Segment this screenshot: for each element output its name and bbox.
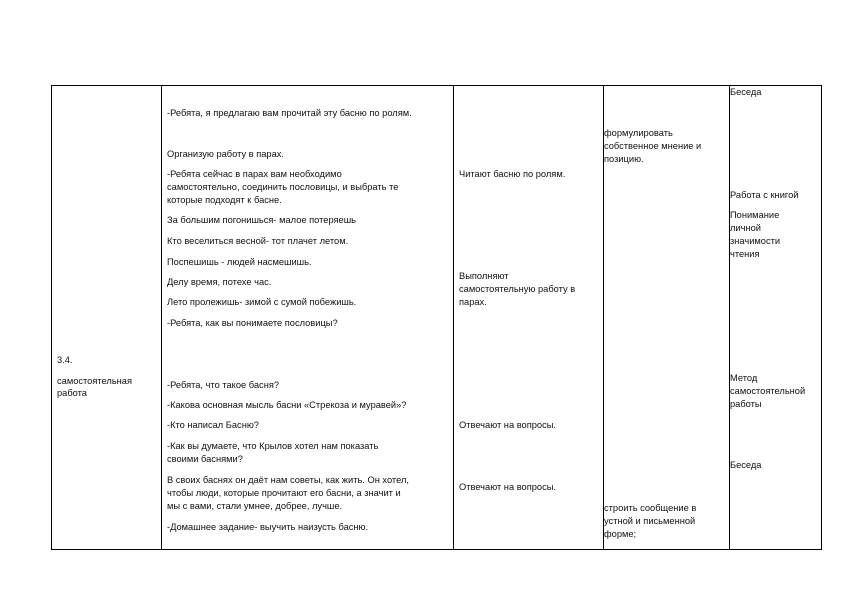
column-divider — [729, 86, 730, 549]
method-text: значимости — [730, 236, 781, 246]
stage-name: самостоятельная — [57, 376, 133, 386]
student-text: Выполняют — [459, 271, 509, 281]
teacher-text: которые подходят к басне. — [167, 195, 282, 205]
teacher-text: -Кто написал Басню? — [167, 420, 259, 430]
proverb: Делу время, потехе час. — [167, 277, 272, 287]
teacher-text: В своих баснях он даёт нам советы, как жить. Он хотел, — [167, 475, 409, 485]
column-divider — [453, 86, 454, 549]
skill-text: собственное мнение и — [604, 141, 702, 151]
student-text: Читают басню по ролям. — [459, 169, 566, 179]
stage-name: работа — [57, 388, 87, 398]
skill-text: форме; — [604, 529, 637, 539]
teacher-text: -Ребята, как вы понимаете пословицы? — [167, 318, 338, 328]
student-text: парах. — [459, 297, 487, 307]
method-text: Понимание — [730, 210, 780, 220]
student-text: Отвечают на вопросы. — [459, 482, 556, 492]
skill-text: строить сообщение в — [604, 503, 697, 513]
method-text: работы — [730, 399, 762, 409]
teacher-text: -Домашнее задание- выучить наизусть басню. — [167, 522, 369, 532]
teacher-text: -Ребята, что такое басня? — [167, 380, 280, 390]
method-text: самостоятельной — [730, 386, 806, 396]
teacher-text: мы с вами, стали умнее, добрее, лучше. — [167, 501, 343, 511]
student-text: Отвечают на вопросы. — [459, 420, 556, 430]
proverb: Лето пролежишь- зимой с сумой побежишь. — [167, 297, 357, 307]
method-text: личной — [730, 223, 761, 233]
teacher-text: самостоятельно, соединить пословицы, и выбрать те — [167, 182, 399, 192]
teacher-text: своими баснями? — [167, 454, 243, 464]
method-text: чтения — [730, 249, 760, 259]
teacher-text: -Как вы думаете, что Крылов хотел нам показать — [167, 441, 379, 451]
teacher-text: чтобы люди, которые прочитают его басни, а значит и — [167, 488, 401, 498]
teacher-text: -Ребята сейчас в парах вам необходимо — [167, 169, 342, 179]
column-divider — [161, 86, 162, 549]
skill-text: позицию. — [604, 154, 644, 164]
skill-text: устной и письменной — [604, 516, 696, 526]
method-text: Метод — [730, 373, 758, 383]
stage-number: 3.4. — [57, 355, 73, 365]
teacher-text: -Ребята, я предлагаю вам прочитай эту басню по ролям. — [167, 108, 412, 118]
teacher-text: -Какова основная мысль басни «Стрекоза и муравей»? — [167, 400, 407, 410]
proverb: Поспешишь - людей насмешишь. — [167, 257, 312, 267]
method-text: Беседа — [730, 87, 762, 97]
method-text: Работа с книгой — [730, 190, 799, 200]
proverb: Кто веселиться весной- тот плачет летом. — [167, 236, 349, 246]
student-text: самостоятельную работу в — [459, 284, 576, 294]
skill-text: формулировать — [604, 128, 673, 138]
method-text: Беседа — [730, 460, 762, 470]
teacher-text: Организую работу в парах. — [167, 149, 284, 159]
proverb: За большим погонишься- малое потеряешь — [167, 215, 357, 225]
